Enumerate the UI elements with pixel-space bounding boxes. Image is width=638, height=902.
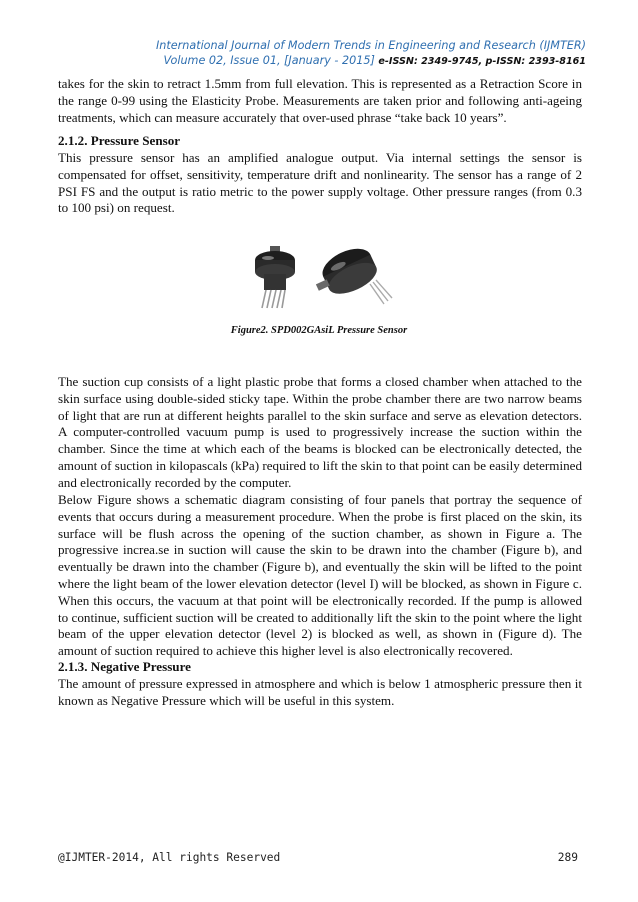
schematic-paragraph: Below Figure shows a schematic diagram consisting of four panels that portray the sequence of events that occurs during a measurement procedure. When the probe is first placed on the skin, its surface will be flush across the opening of the suction chamber, as shown in Figure a. The progressive increa.se in suction will cause the skin to be drawn into the chamber (Figure b), and eventually be drawn into the chamber (Figure b), and eventually the skin will be lifted to the point where the light beam of the lower elevation detector (level I) will be blocked, as shown in Figure c. When this occurs, the vacuum at that point will be electronically recorded. If the pump is allowed to continue, sufficient suction will be created to additionally lift the skin to the point where the light beam of the upper elevation detector (level 2) is blocked as well, as shown in (Figure d). The amount of suction required to achieve this higher level is also electronically recovered. xyxy=(58,492,582,659)
journal-volume: Volume 02, Issue 01, [January - 2015] xyxy=(163,54,375,67)
suction-cup-paragraph: The suction cup consists of a light plastic probe that forms a closed chamber when attached to the skin surface using double-sided sticky tape. Within the probe chamber there are two narrow beams of light that are run at different heights parallel to the skin surface and serve as elevation detectors. A computer-controlled vacuum pump is used to progressively increase the suction within the chamber. Since the time at which each of the beams is blocked can be electronically detected, the amount of suction in kilopascals (kPa) required to lift the skin to that point can be easily determined and electronically recorded by the computer. xyxy=(58,374,582,490)
page-number: 289 xyxy=(557,851,578,864)
footer-copyright: @IJMTER-2014, All rights Reserved xyxy=(58,851,281,864)
journal-issn: e-ISSN: 2349-9745, p-ISSN: 2393-8161 xyxy=(378,56,586,67)
intro-paragraph: takes for the skin to retract 1.5mm from full elevation. This is represented as a Retraction Score in the range 0-99 using the Elasticity Probe. Measurements are taken prior and following anti-ageing treatments, which can measure accurately that over-used phrase “take back 10 years”. xyxy=(58,76,582,125)
section-heading-pressure-sensor: 2.1.2. Pressure Sensor xyxy=(58,133,181,148)
journal-title: International Journal of Modern Trends in Engineering and Research (IJMTER) xyxy=(155,39,586,52)
negative-pressure-paragraph: The amount of pressure expressed in atmosphere and which is below 1 atmospheric pressure then it known as Negative Pressure which will be useful in this system. xyxy=(58,676,582,708)
journal-volume-line xyxy=(164,53,587,69)
section-heading-negative-pressure: 2.1.3. Negative Pressure xyxy=(58,659,191,674)
pressure-sensor-photo xyxy=(252,234,398,312)
pressure-sensor-paragraph: This pressure sensor has an amplified analogue output. Via internal settings the sensor is compensated for offset, sensitivity, temperature drift and nonlinearity. The sensor has a range of 2 PSI FS and the output is ratio metric to the power supply voltage. Other pressure ranges (from 0.3 to 100 psi) on request. xyxy=(58,150,582,216)
figure-caption: Figure2. SPD002GAsiL Pressure Sensor xyxy=(230,325,408,336)
